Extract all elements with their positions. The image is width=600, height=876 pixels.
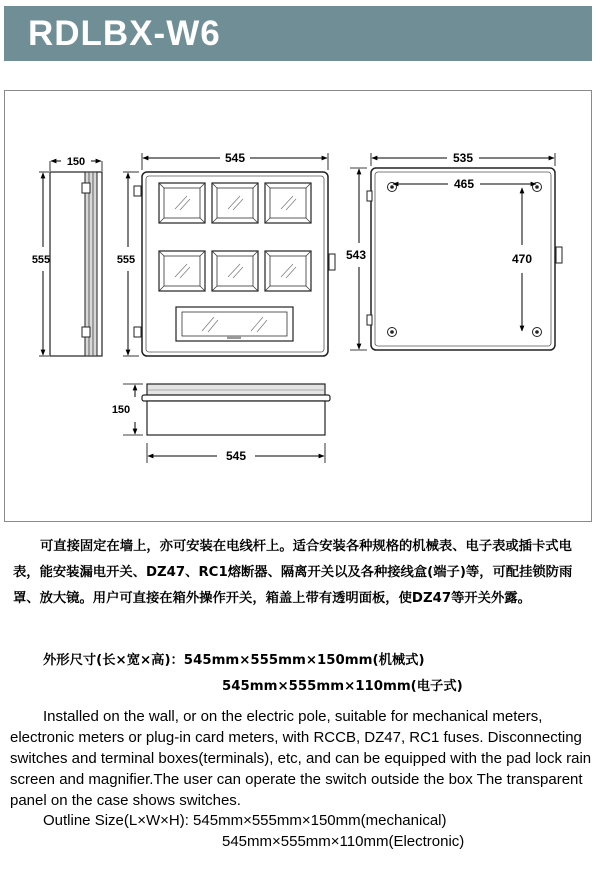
hole-spacing-y-label: 470: [511, 252, 533, 266]
front-height-label: 555: [116, 254, 136, 266]
top-view: [112, 384, 330, 463]
fuse-window: [176, 307, 293, 341]
side-width-label: 150: [66, 156, 86, 168]
meter-window: [159, 183, 205, 223]
back-height-label: 543: [345, 248, 367, 262]
front-width-label: 545: [224, 151, 246, 165]
product-model-title: RDLBX-W6: [28, 14, 221, 53]
side-height-label: 555: [31, 254, 51, 266]
back-view: [346, 151, 562, 350]
top-width-label: 545: [225, 449, 247, 463]
meter-window: [265, 251, 311, 291]
hole-spacing-x-label: 465: [453, 177, 475, 191]
meter-window: [212, 251, 258, 291]
top-depth-label: 150: [111, 404, 131, 416]
mounting-hole: [388, 328, 397, 337]
meter-window: [265, 183, 311, 223]
title-banner: [4, 6, 592, 61]
meter-window: [159, 251, 205, 291]
mounting-hole: [533, 328, 542, 337]
front-view: [117, 151, 335, 356]
description-chinese: 可直接固定在墙上，亦可安装在电线杆上。适合安装各种规格的机械表、电子表或插卡式电表，能安装漏电开关、DZ47、RC1熔断器、隔离开关以及各种接线盒(端子)等，可配挂锁防雨罩、放大镜。用户可直接在箱外操作开关，箱盖上带有透明面板，使DZ47等开关外露。: [13, 539, 573, 606]
outline-size-english-mechanical: Outline Size(L×W×H): 545mm×555mm×150mm(mechanical): [43, 812, 447, 829]
outline-size-chinese-electronic: 545mm×555mm×110mm(电子式): [222, 679, 463, 694]
meter-window: [212, 183, 258, 223]
back-width-label: 535: [452, 151, 474, 165]
technical-drawing: [4, 90, 592, 522]
outline-size-chinese-mechanical: 外形尺寸(长×宽×高)：545mm×555mm×150mm(机械式): [43, 653, 425, 668]
outline-size-english-electronic: 545mm×555mm×110mm(Electronic): [222, 833, 465, 850]
description-english: Installed on the wall, or on the electric pole, suitable for mechanical meters, electronic meters or plug-in card meters, with RCCB, DZ47, RC1 fuses. Disconnecting switches and terminal boxes(terminals), etc, and can be equipped with the pad lock rain screen and magnifier.The user can operate the switch outside the box The transparent panel on the case shows switches.: [10, 708, 592, 809]
side-view: [32, 156, 102, 356]
